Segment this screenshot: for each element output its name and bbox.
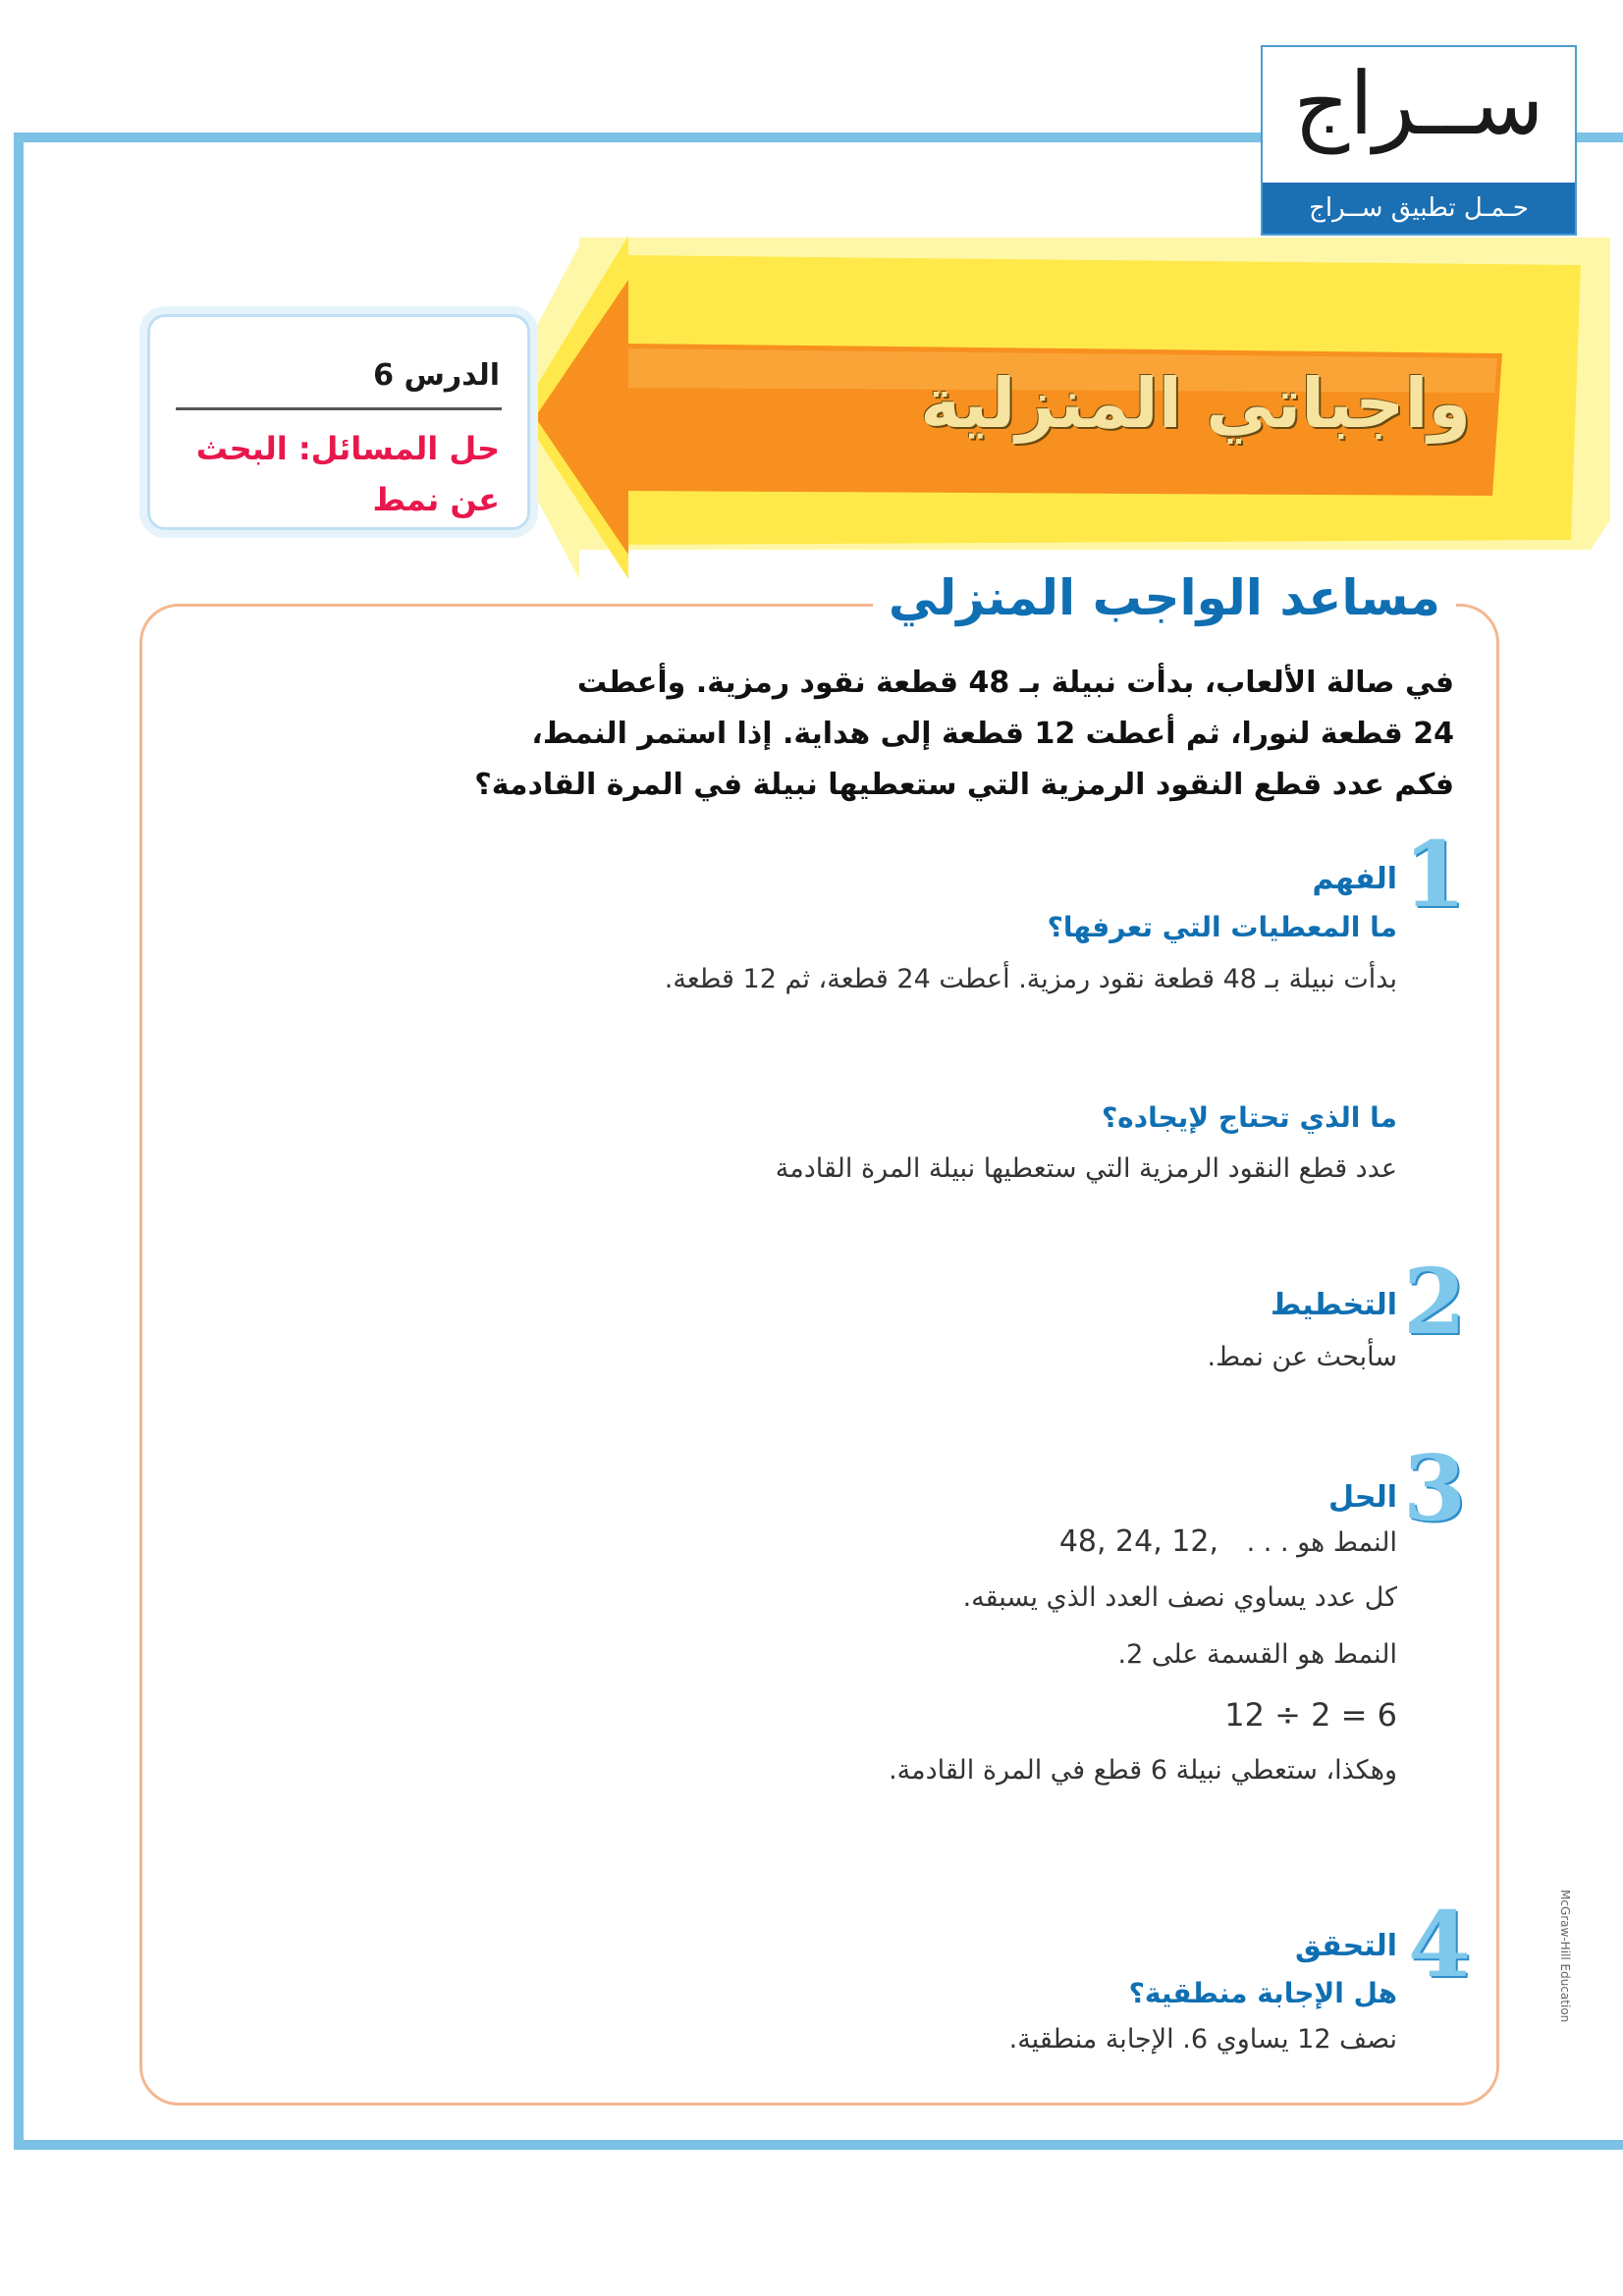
step-heading-plan: التخطيط xyxy=(1270,1288,1397,1322)
answer-known-facts: بدأت نبيلة بـ 48 قطعة نقود رمزية. أعطت 24 قطعة، ثم 12 قطعة. xyxy=(664,964,1397,994)
solve-conclusion: وهكذا، ستعطي نبيلة 6 قطع في المرة القادمة. xyxy=(889,1755,1397,1786)
solve-line-half: كل عدد يساوي نصف العدد الذي يسبقه. xyxy=(962,1582,1397,1613)
solve-line-division: النمط هو القسمة على 2. xyxy=(1117,1639,1397,1670)
step-heading-check: التحقق xyxy=(1294,1929,1397,1963)
plan-answer: سأبحث عن نمط. xyxy=(1207,1342,1397,1372)
solve-equation: 12 ÷ 2 = 6 xyxy=(1224,1696,1397,1734)
lesson-divider xyxy=(176,407,502,410)
section-title: مساعد الواجب المنزلي xyxy=(873,569,1456,626)
lesson-title: حل المسائل: البحث عن نمط xyxy=(195,430,500,518)
question-reasonable: هل الإجابة منطقية؟ xyxy=(1128,1977,1397,2009)
page-frame-bottom xyxy=(14,2140,1623,2150)
solve-pattern-text: النمط هو . . . xyxy=(1246,1527,1397,1558)
step-heading-solve: الحل xyxy=(1328,1480,1397,1515)
logo-tagline: حـمـل تطبيق ســراج xyxy=(1263,183,1575,234)
step-number-4: 4 xyxy=(1407,1892,1471,1998)
answer-reasonable: نصف 12 يساوي 6. الإجابة منطقية. xyxy=(1008,2024,1397,2055)
problem-statement xyxy=(227,658,1454,811)
step-number-2: 2 xyxy=(1402,1249,1466,1355)
step-number-3: 3 xyxy=(1402,1435,1466,1541)
siraj-logo[interactable] xyxy=(1261,45,1577,236)
solve-line-pattern xyxy=(1059,1524,1397,1559)
problem-line-2: 24 قطعة لنورا، ثم أعطت 12 قطعة إلى هداية. إذا استمر النمط، xyxy=(531,717,1454,751)
answer-need-to-find: عدد قطع النقود الرمزية التي ستعطيها نبيلة المرة القادمة xyxy=(775,1153,1397,1184)
step-number-1: 1 xyxy=(1402,822,1466,928)
problem-line-1: في صالة الألعاب، بدأت نبيلة بـ 48 قطعة نقود رمزية. وأعطت xyxy=(576,666,1454,700)
logo-wordmark: ســراج xyxy=(1293,53,1544,154)
copyright-side-note: McGraw-Hill Education xyxy=(1558,1889,1572,2022)
solve-pattern-sequence: 48, 24, 12, xyxy=(1058,1524,1219,1559)
question-known-facts: ما المعطيات التي تعرفها؟ xyxy=(1047,911,1397,943)
lesson-number: الدرس 6 xyxy=(373,358,500,393)
banner-title: واجباتي المنزلية xyxy=(920,363,1471,444)
problem-line-3: فكم عدد قطع النقود الرمزية التي ستعطيها نبيلة في المرة القادمة؟ xyxy=(474,768,1454,802)
lesson-card xyxy=(147,314,530,530)
step-heading-understand: الفهم xyxy=(1312,862,1397,896)
question-need-to-find: ما الذي تحتاج لإيجاده؟ xyxy=(1101,1101,1397,1134)
